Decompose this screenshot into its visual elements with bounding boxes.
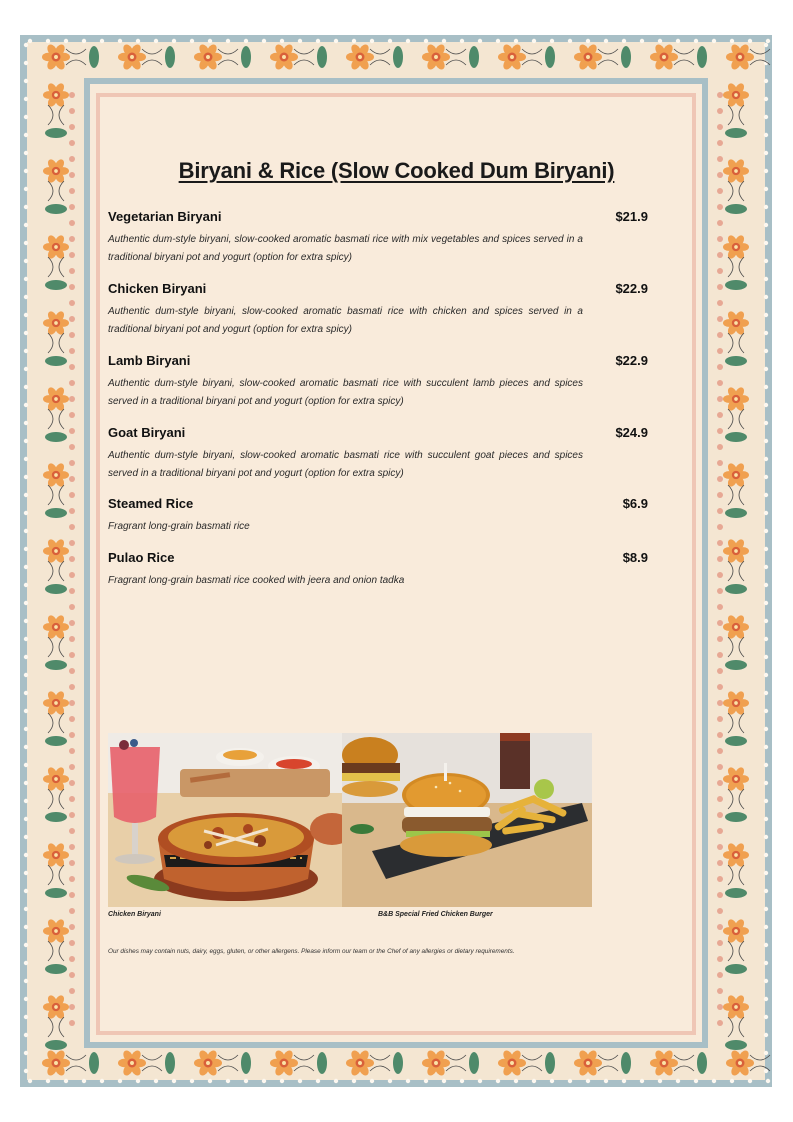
photo-caption: Chicken Biryani [108, 911, 161, 918]
menu-item [108, 425, 648, 483]
menu-item [108, 496, 648, 536]
item-description: Authentic dum-style biryani, slow-cooked aromatic basmati rice with succulent lamb pieces and spices served in a traditional biryani pot and yogurt (option for extra spicy) [108, 378, 583, 407]
allergen-note: Our dishes may contain nuts, dairy, eggs, gluten, or other allergens. Please inform our team or the Chef of any allergies or dietary requirements. [108, 948, 515, 955]
item-price: $22.9 [615, 281, 648, 296]
menu-item [108, 209, 648, 267]
item-description: Fragrant long-grain basmati rice [108, 521, 250, 532]
menu-item [108, 353, 648, 411]
menu-item [108, 550, 648, 590]
item-price: $8.9 [622, 550, 648, 565]
chicken-burger-photo [342, 733, 592, 907]
item-name: Chicken Biryani [108, 281, 207, 296]
item-description: Authentic dum-style biryani, slow-cooked aromatic basmati rice with chicken and spices served in a traditional biryani pot and yogurt (option for extra spicy) [108, 306, 583, 335]
item-name: Lamb Biryani [108, 353, 191, 368]
photo-caption: B&B Special Fried Chicken Burger [378, 911, 493, 918]
item-description: Fragrant long-grain basmati rice cooked with jeera and onion tadka [108, 575, 405, 586]
item-price: $24.9 [615, 425, 648, 440]
item-name: Goat Biryani [108, 425, 186, 440]
item-name: Vegetarian Biryani [108, 209, 222, 224]
menu-item [108, 281, 648, 339]
item-description: Authentic dum-style biryani, slow-cooked aromatic basmati rice with succulent goat pieces and spices served in a traditional biryani pot and yogurt (option for extra spicy) [108, 450, 583, 479]
item-name: Steamed Rice [108, 496, 194, 511]
item-description: Authentic dum-style biryani, slow-cooked aromatic basmati rice with mix vegetables and spices served in a traditional biryani pot and yogurt (option for extra spicy) [108, 234, 583, 263]
item-price: $21.9 [615, 209, 648, 224]
item-price: $22.9 [615, 353, 648, 368]
item-price: $6.9 [622, 496, 648, 511]
item-name: Pulao Rice [108, 550, 175, 565]
chicken-biryani-photo [108, 733, 342, 907]
page-title: Biryani & Rice (Slow Cooked Dum Biryani) [178, 158, 615, 183]
